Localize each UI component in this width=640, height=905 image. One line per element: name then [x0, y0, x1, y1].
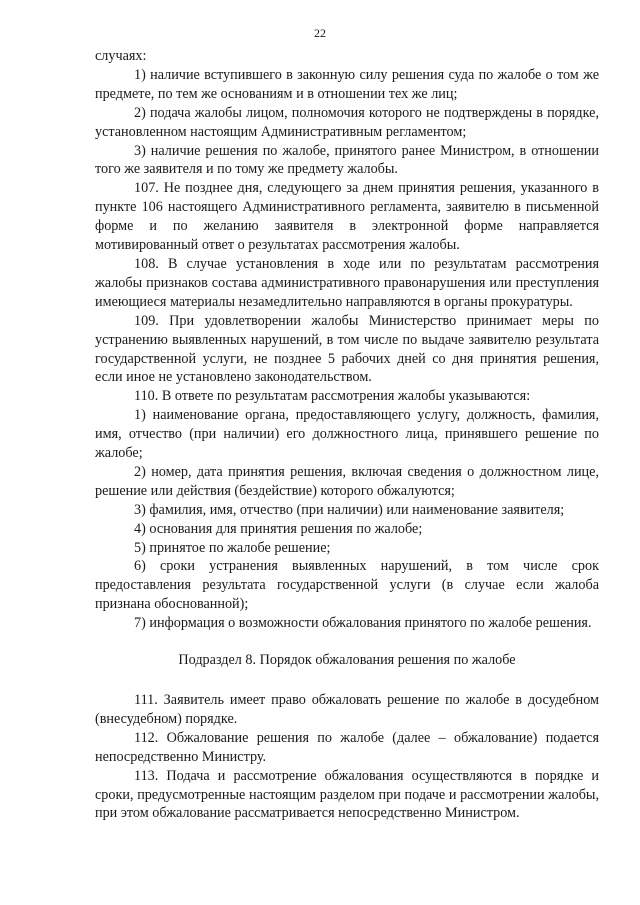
paragraph: 3) наличие решения по жалобе, принятого ранее Министром, в отношении того же заявителя и по тому же предмету жалобы. [95, 142, 599, 178]
paragraph-block-top [95, 47, 599, 633]
paragraph: 2) подача жалобы лицом, полномочия которого не подтверждены в порядке, установленном настоящим Административным регламентом; [95, 104, 599, 140]
paragraph: 3) фамилия, имя, отчество (при наличии) или наименование заявителя; [134, 501, 565, 518]
paragraph: 110. В ответе по результатам рассмотрения жалобы указываются: [134, 388, 531, 405]
page-number: 22 [314, 26, 326, 40]
paragraph-block-bottom [95, 691, 599, 823]
paragraph: 4) основания для принятия решения по жалобе; [134, 520, 423, 537]
paragraph: 108. В случае установления в ходе или по результатам рассмотрения жалобы признаков состава административного правонарушения или преступления имеющиеся материалы незамедлительно направляются в органы прокуратуры. [95, 255, 599, 310]
paragraph: 109. При удовлетворении жалобы Министерство принимает меры по устранению выявленных нарушений, в том числе по выдаче заявителю результата государственной услуги, не позднее 5 рабочих дней со дня принятия решения, если иное не установлено законодательством. [95, 312, 599, 386]
paragraph: 107. Не позднее дня, следующего за днем принятия решения, указанного в пункте 106 настоящего Административного регламента, заявителю в письменной форме и по желанию заявителя в электронной форме направляется мотивированный ответ о результатах рассмотрения жалобы. [95, 180, 599, 254]
paragraph: 113. Подача и рассмотрение обжалования осуществляются в порядке и сроки, предусмотренные настоящим разделом при подаче и рассмотрении жалобы, при этом обжалование рассматривается непосредственно Министром. [95, 767, 599, 822]
paragraph: 111. Заявитель имеет право обжаловать решение по жалобе в досудебном (внесудебном) порядке. [95, 692, 599, 727]
paragraph: 6) сроки устранения выявленных нарушений, в том числе срок предоставления результата государственной услуги (в случае если жалоба признана обоснованной); [95, 558, 599, 613]
paragraph: 2) номер, дата принятия решения, включая сведения о должностном лице, решение или действия (бездействие) которого обжалуются; [95, 463, 599, 499]
paragraph: 5) принятое по жалобе решение; [134, 539, 331, 556]
paragraph: 7) информация о возможности обжалования принятого по жалобе решения. [134, 615, 592, 632]
section-heading: Подраздел 8. Порядок обжалования решения по жалобе [178, 652, 516, 669]
paragraph: случаях: [95, 48, 147, 64]
paragraph: 1) наличие вступившего в законную силу решения суда по жалобе о том же предмете, по тем же основаниям и в отношении тех же лиц; [95, 66, 599, 102]
paragraph: 1) наименование органа, предоставляющего услугу, должность, фамилия, имя, отчество (при наличии) его должностного лица, принявшего решение по жалобе; [95, 407, 599, 462]
paragraph: 112. Обжалование решения по жалобе (далее – обжалование) подается непосредственно Министру. [95, 729, 599, 765]
document-body [95, 47, 599, 823]
